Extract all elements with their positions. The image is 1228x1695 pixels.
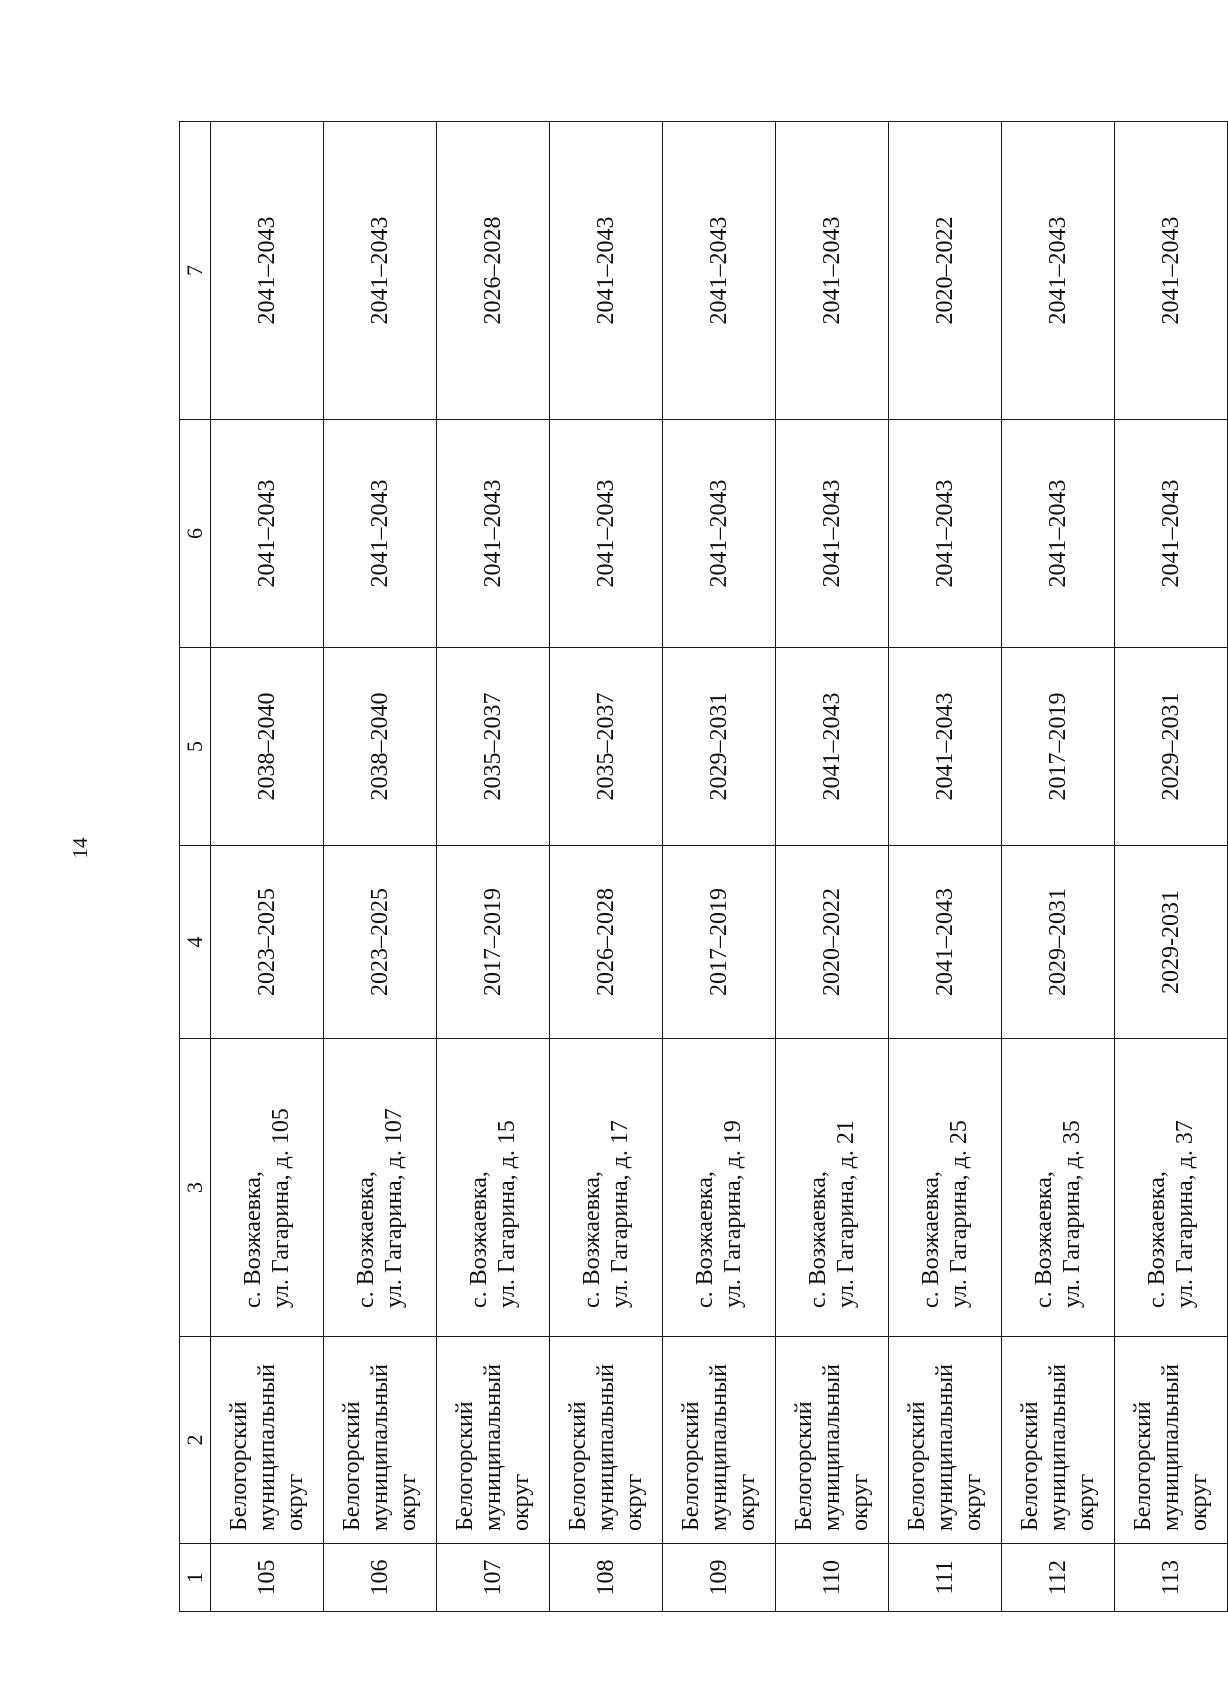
period-cell-col4: 2017–2019 bbox=[437, 846, 550, 1039]
district-line: муниципальный bbox=[819, 1363, 845, 1531]
period-cell-col4: 2023–2025 bbox=[211, 846, 324, 1039]
period-cell-col5: 2038–2040 bbox=[211, 648, 324, 846]
address-cell bbox=[324, 1039, 437, 1337]
period-cell-col7: 2041–2043 bbox=[211, 122, 324, 420]
district-cell bbox=[324, 1337, 437, 1544]
column-header: 5 bbox=[180, 648, 211, 846]
period-cell-col4: 2041–2043 bbox=[889, 846, 1002, 1039]
table-row bbox=[437, 122, 550, 1612]
district-line: муниципальный bbox=[706, 1363, 732, 1531]
period-cell-col4: 2029–2031 bbox=[1002, 846, 1115, 1039]
address-line: с. Возжаевка, bbox=[240, 1171, 266, 1308]
district-line: Белогорский bbox=[339, 1401, 365, 1531]
period-cell-col4: 2029-2031 bbox=[1115, 846, 1228, 1039]
period-cell-col7: 2041–2043 bbox=[1002, 122, 1115, 420]
table-row bbox=[550, 122, 663, 1612]
table-container bbox=[179, 122, 1212, 1612]
district-line: Белогорский bbox=[1017, 1401, 1043, 1531]
address-line: с. Возжаевка, bbox=[918, 1171, 944, 1308]
period-cell-col5: 2017–2019 bbox=[1002, 648, 1115, 846]
period-cell-col5: 2029–2031 bbox=[663, 648, 776, 846]
address-cell bbox=[1002, 1039, 1115, 1337]
schedule-table bbox=[179, 121, 1228, 1612]
district-line: Белогорский bbox=[1130, 1401, 1156, 1531]
period-cell-col4: 2023–2025 bbox=[324, 846, 437, 1039]
row-number-cell: 110 bbox=[776, 1544, 889, 1612]
period-cell-col6: 2041–2043 bbox=[1115, 420, 1228, 648]
table-row bbox=[324, 122, 437, 1612]
district-line: муниципальный bbox=[1045, 1363, 1071, 1531]
table-row bbox=[889, 122, 1002, 1612]
page-number: 14 bbox=[68, 837, 92, 859]
district-line: Белогорский bbox=[452, 1401, 478, 1531]
address-cell bbox=[437, 1039, 550, 1337]
period-cell-col5: 2041–2043 bbox=[776, 648, 889, 846]
address-line: с. Возжаевка, bbox=[805, 1171, 831, 1308]
address-line: ул. Гагарина, д. 15 bbox=[494, 1120, 520, 1308]
district-cell bbox=[889, 1337, 1002, 1544]
row-number-cell: 108 bbox=[550, 1544, 663, 1612]
address-line: ул. Гагарина, д. 105 bbox=[268, 1108, 294, 1308]
table-header-row bbox=[180, 122, 211, 1612]
period-cell-col4: 2017–2019 bbox=[663, 846, 776, 1039]
address-line: ул. Гагарина, д. 107 bbox=[381, 1108, 407, 1308]
address-cell bbox=[776, 1039, 889, 1337]
period-cell-col6: 2041–2043 bbox=[550, 420, 663, 648]
district-line: Белогорский bbox=[678, 1401, 704, 1531]
address-line: с. Возжаевка, bbox=[692, 1171, 718, 1308]
column-header: 6 bbox=[180, 420, 211, 648]
table-row bbox=[1002, 122, 1115, 1612]
row-number-cell: 112 bbox=[1002, 1544, 1115, 1612]
period-cell-col5: 2041–2043 bbox=[889, 648, 1002, 846]
address-line: ул. Гагарина, д. 21 bbox=[833, 1120, 859, 1308]
district-line: Белогорский bbox=[904, 1401, 930, 1531]
address-cell bbox=[663, 1039, 776, 1337]
district-line: округ bbox=[395, 1473, 421, 1531]
district-cell bbox=[550, 1337, 663, 1544]
address-line: ул. Гагарина, д. 17 bbox=[607, 1120, 633, 1308]
period-cell-col6: 2041–2043 bbox=[1002, 420, 1115, 648]
district-line: округ bbox=[508, 1473, 534, 1531]
row-number-cell: 105 bbox=[211, 1544, 324, 1612]
column-header: 1 bbox=[180, 1544, 211, 1612]
period-cell-col7: 2020–2022 bbox=[889, 122, 1002, 420]
table-row bbox=[663, 122, 776, 1612]
address-cell bbox=[889, 1039, 1002, 1337]
period-cell-col6: 2041–2043 bbox=[663, 420, 776, 648]
district-line: Белогорский bbox=[565, 1401, 591, 1531]
address-cell bbox=[211, 1039, 324, 1337]
district-line: округ bbox=[847, 1473, 873, 1531]
period-cell-col5: 2035–2037 bbox=[550, 648, 663, 846]
district-cell bbox=[437, 1337, 550, 1544]
district-line: округ bbox=[1186, 1473, 1212, 1531]
column-header: 3 bbox=[180, 1039, 211, 1337]
district-line: округ bbox=[960, 1473, 986, 1531]
district-line: округ bbox=[734, 1473, 760, 1531]
address-line: ул. Гагарина, д. 35 bbox=[1059, 1120, 1085, 1308]
district-line: муниципальный bbox=[932, 1363, 958, 1531]
row-number-cell: 107 bbox=[437, 1544, 550, 1612]
period-cell-col5: 2029–2031 bbox=[1115, 648, 1228, 846]
period-cell-col6: 2041–2043 bbox=[211, 420, 324, 648]
district-line: округ bbox=[282, 1473, 308, 1531]
district-line: округ bbox=[621, 1473, 647, 1531]
address-cell bbox=[550, 1039, 663, 1337]
period-cell-col7: 2041–2043 bbox=[324, 122, 437, 420]
district-line: муниципальный bbox=[1158, 1363, 1184, 1531]
address-line: с. Возжаевка, bbox=[1144, 1171, 1170, 1308]
row-number-cell: 109 bbox=[663, 1544, 776, 1612]
period-cell-col6: 2041–2043 bbox=[776, 420, 889, 648]
table-row bbox=[776, 122, 889, 1612]
address-line: с. Возжаевка, bbox=[579, 1171, 605, 1308]
period-cell-col7: 2041–2043 bbox=[663, 122, 776, 420]
period-cell-col4: 2020–2022 bbox=[776, 846, 889, 1039]
address-line: с. Возжаевка, bbox=[1031, 1171, 1057, 1308]
district-line: муниципальный bbox=[367, 1363, 393, 1531]
period-cell-col7: 2041–2043 bbox=[776, 122, 889, 420]
district-line: муниципальный bbox=[480, 1363, 506, 1531]
address-line: с. Возжаевка, bbox=[353, 1171, 379, 1308]
period-cell-col6: 2041–2043 bbox=[324, 420, 437, 648]
period-cell-col4: 2026–2028 bbox=[550, 846, 663, 1039]
period-cell-col5: 2038–2040 bbox=[324, 648, 437, 846]
period-cell-col6: 2041–2043 bbox=[437, 420, 550, 648]
period-cell-col7: 2041–2043 bbox=[550, 122, 663, 420]
district-cell bbox=[1002, 1337, 1115, 1544]
column-header: 7 bbox=[180, 122, 211, 420]
address-line: с. Возжаевка, bbox=[466, 1171, 492, 1308]
district-line: округ bbox=[1073, 1473, 1099, 1531]
period-cell-col7: 2026–2028 bbox=[437, 122, 550, 420]
row-number-cell: 106 bbox=[324, 1544, 437, 1612]
column-header: 2 bbox=[180, 1337, 211, 1544]
table-row bbox=[1115, 122, 1228, 1612]
district-cell bbox=[1115, 1337, 1228, 1544]
period-cell-col5: 2035–2037 bbox=[437, 648, 550, 846]
address-line: ул. Гагарина, д. 19 bbox=[720, 1120, 746, 1308]
address-cell bbox=[1115, 1039, 1228, 1337]
row-number-cell: 113 bbox=[1115, 1544, 1228, 1612]
district-line: муниципальный bbox=[593, 1363, 619, 1531]
district-line: Белогорский bbox=[226, 1401, 252, 1531]
district-line: Белогорский bbox=[791, 1401, 817, 1531]
district-cell bbox=[211, 1337, 324, 1544]
row-number-cell: 111 bbox=[889, 1544, 1002, 1612]
address-line: ул. Гагарина, д. 37 bbox=[1172, 1120, 1198, 1308]
period-cell-col7: 2041–2043 bbox=[1115, 122, 1228, 420]
table-row bbox=[211, 122, 324, 1612]
district-cell bbox=[776, 1337, 889, 1544]
district-cell bbox=[663, 1337, 776, 1544]
district-line: муниципальный bbox=[254, 1363, 280, 1531]
address-line: ул. Гагарина, д. 25 bbox=[946, 1120, 972, 1308]
column-header: 4 bbox=[180, 846, 211, 1039]
period-cell-col6: 2041–2043 bbox=[889, 420, 1002, 648]
